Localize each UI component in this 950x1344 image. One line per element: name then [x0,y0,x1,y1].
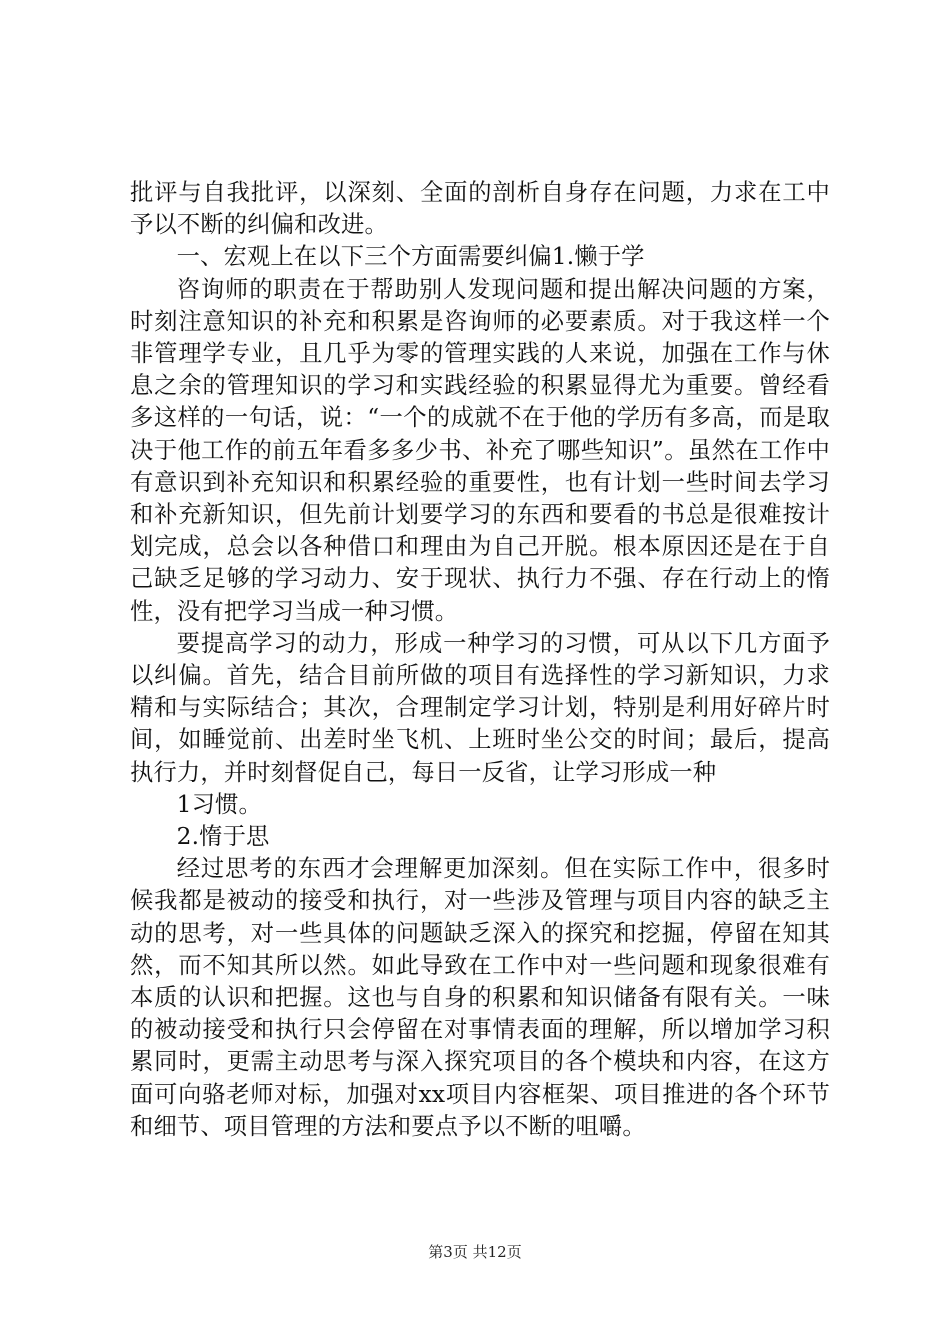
paragraph-continuation: 批评与自我批评，以深刻、全面的剖析自身存在问题，力求在工中予以不断的纠偏和改进。 [130,179,830,239]
document-body [130,177,830,1143]
paragraph-learning-remedy: 要提高学习的动力，形成一种学习的习惯，可从以下几方面予以纠偏。首先，结合目前所做的项目有选择性的学习新知识，力求精和与实际结合；其次，合理制定学习计划，特别是利用好碎片时间，如睡觉前、出差时坐飞机、上班时坐公交的时间；最后，提高执行力，并时刻督促自己，每日一反省，让学习形成一种 [130,629,830,786]
paragraph-thinking: 经过思考的东西才会理解更加深刻。但在实际工作中，很多时候我都是被动的接受和执行，对一些涉及管理与项目内容的缺乏主动的思考，对一些具体的问题缺乏深入的探究和挖掘，停留在知其然，而不知其所以然。如此导致在工作中对一些问题和现象很难有本质的认识和把握。这也与自身的积累和知识储备有限有关。一味的被动接受和执行只会停留在对事情表面的理解，所以增加学习积累同时，更需主动思考与深入探究项目的各个模块和内容，在这方面可向骆老师对标，加强对xx项目内容框架、项目推进的各个环节和细节、项目管理的方法和要点予以不断的咀嚼。 [130,855,830,1140]
paragraph-habit: 1习惯。 [176,790,262,818]
paragraph-learning: 咨询师的职责在于帮助别人发现问题和提出解决问题的方案，时刻注意知识的补充和积累是咨询师的必要素质。对于我这样一个非管理学专业，且几乎为零的管理实践的人来说，加强在工作与休息之余的管理知识的学习和实践经验的积累显得尤为重要。曾经看多这样的一句话，说：“一个的成就不在于他的学历有多高，而是取决于他工作的前五年看多多少书、补充了哪些知识”。虽然在工作中有意识到补充知识和积累经验的重要性，也有计划一些时间去学习和补充新知识，但先前计划要学习的东西和要看的书总是很难按计划完成，总会以各种借口和理由为自己开脱。根本原因还是在于自己缺乏足够的学习动力、安于现状、执行力不强、存在行动上的惰性，没有把学习当成一种习惯。 [130,275,830,625]
section-heading-macro: 一、宏观上在以下三个方面需要纠偏1.懒于学 [176,243,645,271]
page-footer [0,1242,950,1262]
page-number: 第3页 共12页 [428,1243,522,1261]
section-heading-thinking: 2.惰于思 [176,823,270,851]
